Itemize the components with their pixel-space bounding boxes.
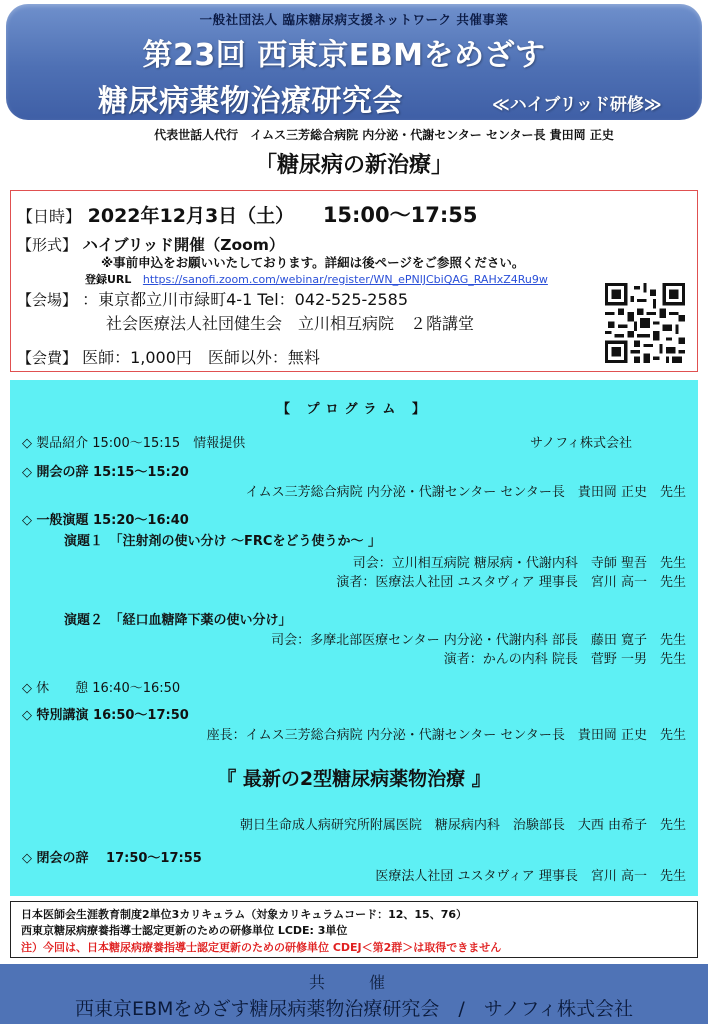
break-label: ◇ 休 憩 16:40～16:50 xyxy=(22,681,181,696)
venue-row xyxy=(17,287,408,310)
format-row xyxy=(17,233,284,255)
lecture2-speaker: 演者：かんの内科 院長 菅野 一男 先生 xyxy=(443,652,686,667)
organizer-text: 一般社団法人 臨床糖尿病支援ネットワーク 共催事業 xyxy=(199,12,509,27)
theme-title: 「糖尿病の新治療」 xyxy=(254,153,453,178)
lecture1-title: 演題１ 「注射剤の使い分け ～FRCをどう使うか～ 」 xyxy=(64,534,381,549)
header-band xyxy=(6,4,702,120)
representative: 代表世話人代行 イムス三芳総合病院 内分泌・代謝センター センター長 貴田岡 正史 xyxy=(154,128,614,142)
registration-link[interactable]: https://sanofi.zoom.com/webinar/register/WN_ePNlJCbiQAG_RAHxZ4Ru9w xyxy=(142,273,548,286)
credits-box xyxy=(10,901,698,958)
venue-address: ：東京都立川市緑町4-1 Tel：042-525-2585 xyxy=(82,290,409,309)
datetime-row xyxy=(17,199,478,229)
event-time: 15:00～17:55 xyxy=(322,203,478,227)
registration-row xyxy=(85,271,548,287)
format-value: ハイブリッド開催（Zoom） xyxy=(82,236,285,254)
general-session-label: ◇ 一般演題 15:20～16:40 xyxy=(22,513,189,528)
event-title-line2: 糖尿病薬物治療研究会 xyxy=(98,84,403,119)
closing-speaker: 医療法人社団 ユスタヴィア 理事長 宮川 高一 先生 xyxy=(375,869,686,884)
lecture2-chair: 司会：多摩北部医療センター 内分泌・代謝内科 部長 藤田 寛子 先生 xyxy=(271,633,686,648)
opening-speaker: イムス三芳総合病院 内分泌・代謝センター センター長 貴田岡 正史 先生 xyxy=(245,485,686,500)
lecture1-chair: 司会：立川相互病院 糖尿病・代謝内科 寺師 聖吾 先生 xyxy=(352,556,686,571)
notice-text: ※事前申込をお願いいたしております。詳細は後ページをご参照ください。 xyxy=(101,255,525,270)
venue-label: 【会場】 xyxy=(17,291,78,309)
credit-line-lcde: 西東京糖尿病療養指導士認定更新のための研修単位 LCDE: 3単位 xyxy=(21,924,348,937)
special-lecture-title: 『 最新の2型糖尿病薬物治療 』 xyxy=(217,768,491,790)
closing-label: ◇ 閉会の辞 17:50～17:55 xyxy=(22,851,202,866)
info-box xyxy=(10,190,698,372)
cohost-names: 西東京EBMをめざす糖尿病薬物治療研究会 / サノフィ株式会社 xyxy=(75,998,633,1020)
credit-line-jma: 日本医師会生涯教育制度2単位3カリキュラム（対象カリキュラムコード：12、15、76） xyxy=(21,908,468,921)
fee-value: 医師：1,000円 医師以外：無料 xyxy=(82,348,320,367)
credit-line-note: 注）今回は、日本糖尿病療養指導士認定更新のための研修単位 CDEJ＜第2群＞は取得できません xyxy=(21,941,502,954)
special-lecture-label: ◇ 特別講演 16:50～17:50 xyxy=(22,708,189,723)
venue-name: 社会医療法人社団健生会 立川相互病院 ２階講堂 xyxy=(106,314,475,333)
opening-label: ◇ 開会の辞 15:15～15:20 xyxy=(22,465,189,480)
product-intro-company: サノフィ株式会社 xyxy=(530,436,633,451)
registration-label: 登録URL xyxy=(85,273,132,286)
program-title: 【 プログラム 】 xyxy=(277,402,431,417)
product-intro-label: ◇ 製品紹介 15:00～15:15 情報提供 xyxy=(22,436,246,451)
event-title-line1: 第23回 西東京EBMをめざす xyxy=(142,38,546,73)
datetime-label: 【日時】 xyxy=(17,207,82,226)
lecture2-title: 演題２ 「経口血糖降下薬の使い分け」 xyxy=(64,613,292,628)
format-label: 【形式】 xyxy=(17,236,78,254)
fee-label: 【会費】 xyxy=(17,349,78,367)
fee-row xyxy=(17,345,320,368)
cohost-label: 共 催 xyxy=(308,973,399,992)
event-date: 2022年12月3日（土） xyxy=(87,205,295,227)
program-section xyxy=(10,380,698,896)
special-lecture-speaker: 朝日生命成人病研究所附属医院 糖尿病内科 治験部長 大西 由希子 先生 xyxy=(239,818,686,833)
lecture1-speaker: 演者：医療法人社団 ユスタヴィア 理事長 宮川 高一 先生 xyxy=(336,575,686,590)
qr-code-icon[interactable] xyxy=(605,283,685,363)
hybrid-tag: ≪ハイブリッド研修≫ xyxy=(492,95,662,115)
footer-band xyxy=(0,964,708,1024)
special-lecture-chair: 座長：イムス三芳総合病院 内分泌・代謝センター センター長 貴田岡 正史 先生 xyxy=(206,728,686,743)
